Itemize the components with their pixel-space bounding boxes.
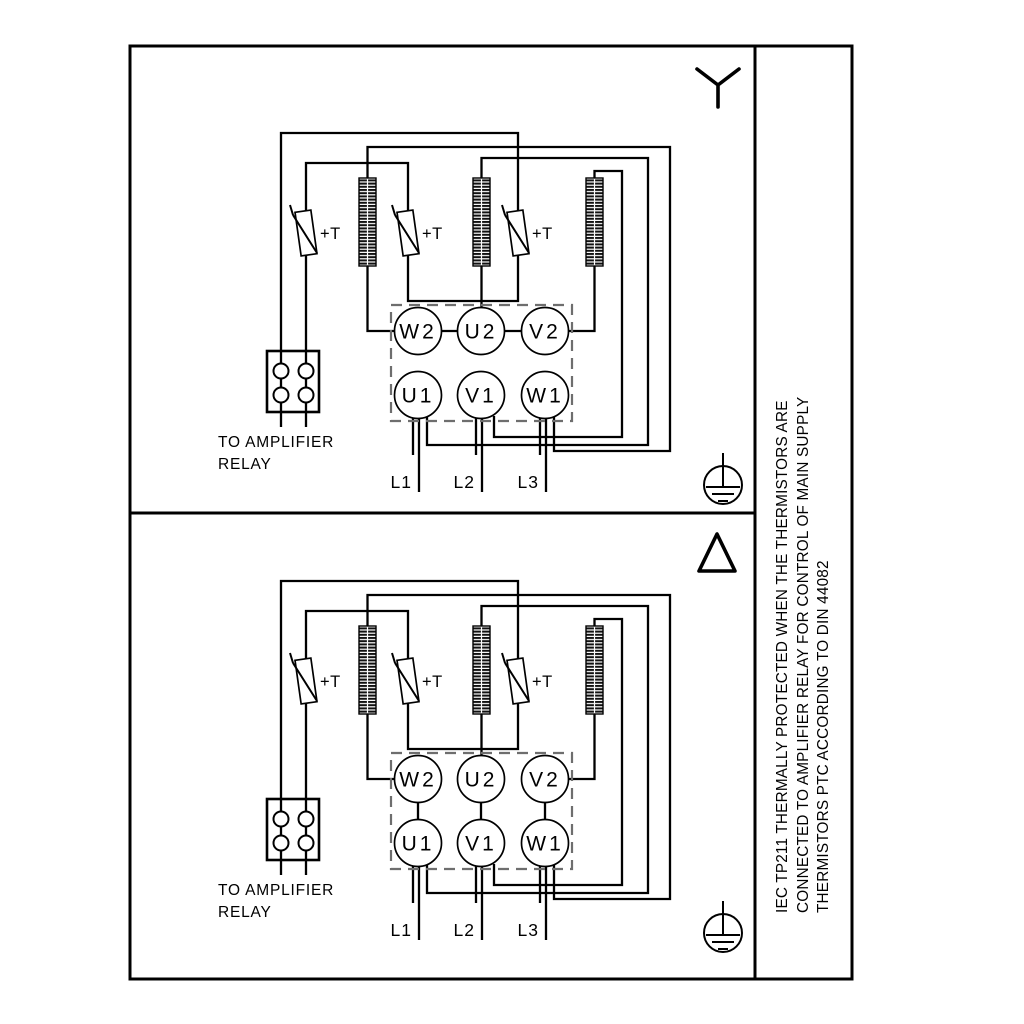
star-connection-icon [697,69,739,107]
thermistor-label-1: +T [320,225,341,243]
supply-label-l1: L1 [390,472,412,492]
delta-bridge-links [418,803,545,820]
side-note-line-1: IEC TP211 THERMALLY PROTECTED WHEN THE THERMISTORS ARE [774,400,792,913]
side-note-line-3: THERMISTORS PTC ACCORDING TO DIN 44082 [815,560,833,913]
thermistor-label-2: +T [422,673,443,691]
terminal-label-u1: U1 [401,832,435,856]
terminal-label-v2: V2 [529,768,561,792]
terminal-label-w2: W2 [399,320,437,344]
relay-caption-line2: RELAY [218,904,272,921]
thermistor-label-3: +T [532,225,553,243]
relay-caption-line2: RELAY [218,456,272,473]
delta-connection-icon [699,534,735,571]
terminal-label-w1: W1 [526,832,564,856]
supply-label-l2: L2 [453,472,475,492]
supply-label-l1: L1 [390,920,412,940]
side-note-line-2: CONNECTED TO AMPLIFIER RELAY FOR CONTROL OF MAIN SUPPLY [794,396,812,913]
terminal-label-w2: W2 [399,768,437,792]
side-note-strip [755,45,853,981]
supply-label-l3: L3 [517,472,539,492]
relay-caption-line1: TO AMPLIFIER [218,434,335,451]
panel-star [218,69,742,504]
terminal-label-w1: W1 [526,384,564,408]
side-note-text [773,353,835,913]
terminal-label-u2: U2 [464,320,498,344]
supply-label-l2: L2 [453,920,475,940]
panel-delta [218,534,742,952]
terminal-label-v1: V1 [465,832,497,856]
thermistor-label-3: +T [532,673,553,691]
panel-linework [267,133,742,504]
terminal-label-u1: U1 [401,384,435,408]
terminal-label-v2: V2 [529,320,561,344]
supply-label-l3: L3 [517,920,539,940]
thermistor-label-1: +T [320,673,341,691]
relay-caption-line1: TO AMPLIFIER [218,882,335,899]
panel-linework [267,581,742,952]
terminal-label-u2: U2 [464,768,498,792]
terminal-label-v1: V1 [465,384,497,408]
thermistor-label-2: +T [422,225,443,243]
